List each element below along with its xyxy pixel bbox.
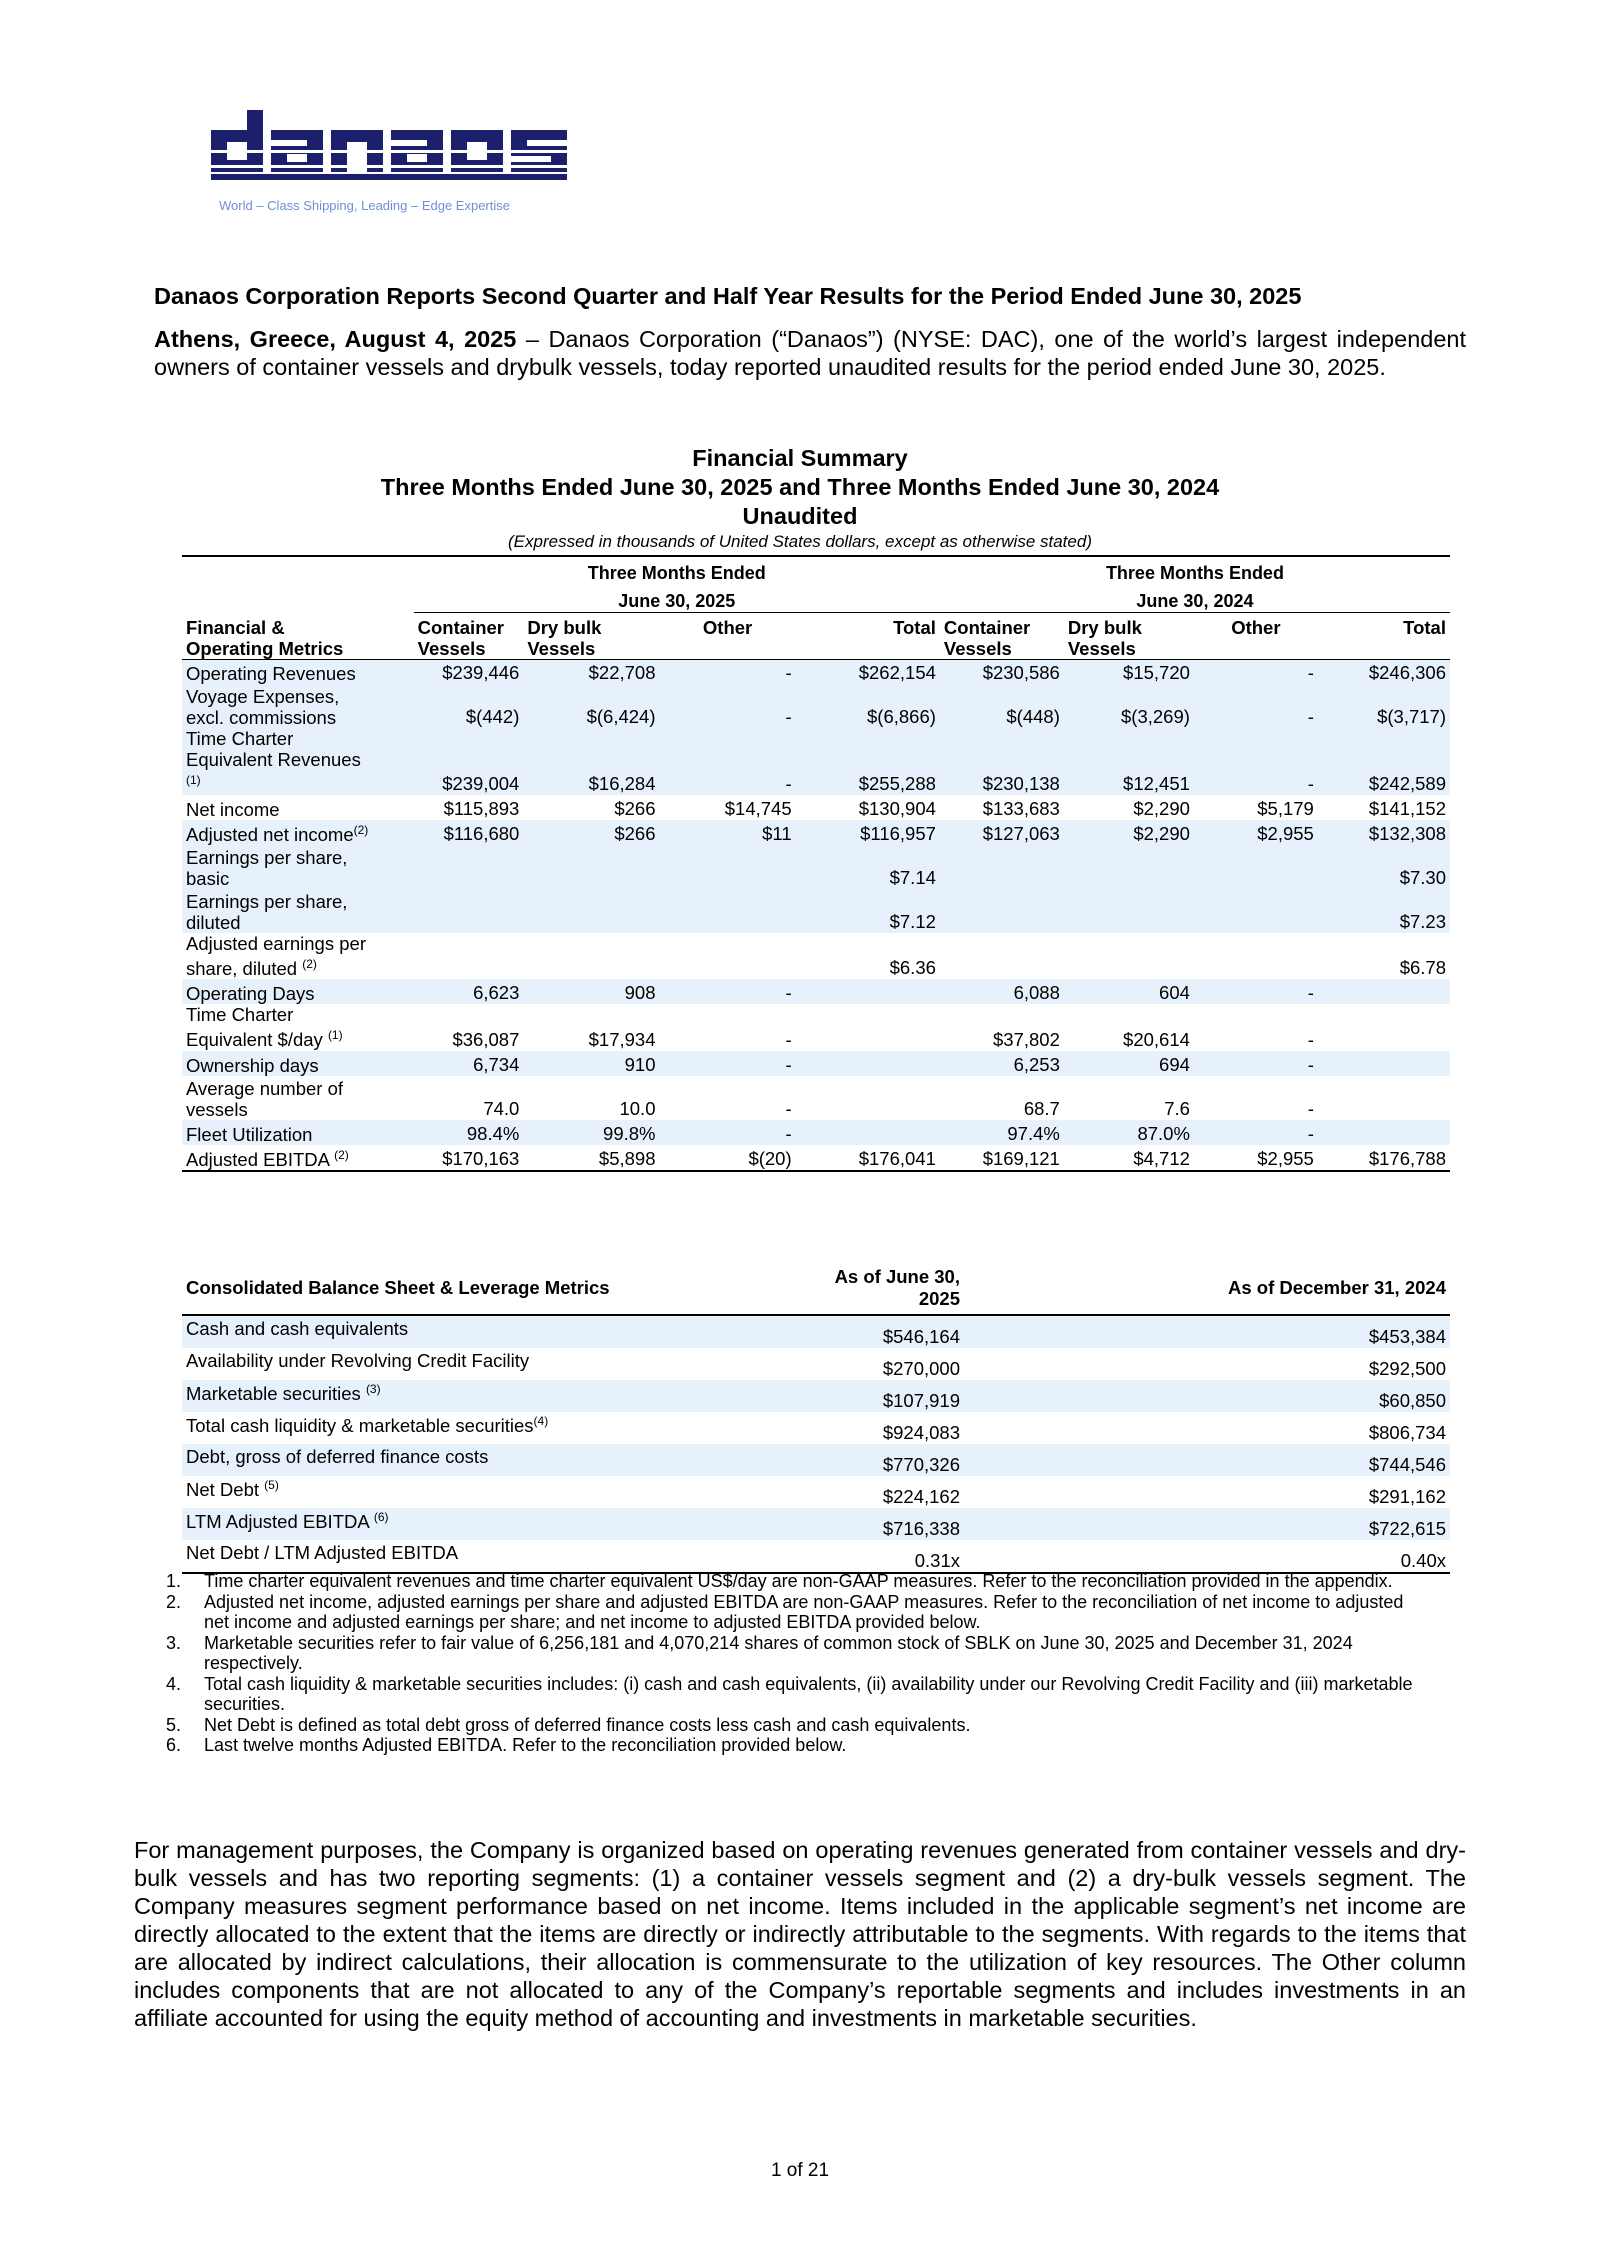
row-label <box>182 1076 414 1120</box>
row-label <box>182 1145 414 1171</box>
period-label-2025: Three Months Ended <box>587 563 766 583</box>
header-line: Vessels <box>527 637 596 659</box>
row-label-text: Availability under Revolving Credit Facility <box>186 1350 530 1371</box>
table-cell <box>1064 889 1194 933</box>
row-label-line: Time Charter <box>186 728 294 749</box>
table-cell: $141,152 <box>1368 798 1446 820</box>
table-cell: $130,904 <box>858 798 936 820</box>
danaos-wordmark <box>207 110 577 192</box>
row-label <box>182 1444 802 1476</box>
table-row <box>182 1120 1450 1145</box>
row-label-text: LTM Adjusted EBITDA <box>186 1511 374 1533</box>
table-row <box>182 728 1450 795</box>
table-cell: $22,708 <box>523 659 659 684</box>
table-cell: $176,788 <box>1318 1145 1450 1171</box>
table-cell: $14,745 <box>724 798 792 820</box>
financial-summary-table <box>182 555 1450 1172</box>
footnote-ref: (2) <box>353 823 369 838</box>
value-2025: $546,164 <box>802 1315 964 1348</box>
table-cell: 7.6 <box>1164 1097 1190 1119</box>
table-cell: 10.0 <box>619 1097 656 1119</box>
table-row <box>182 1476 1450 1508</box>
value-2025: 0.31x <box>802 1540 964 1573</box>
table-row <box>182 845 1450 889</box>
col-drybulk-header <box>1064 612 1194 659</box>
press-release-title: Danaos Corporation Reports Second Quarter and Half Year Results for the Period Ended June 30, 2025 <box>154 283 1302 309</box>
col-drybulk-header <box>523 612 659 659</box>
row-label-line: Operating Days <box>186 983 315 1005</box>
row-label <box>182 1540 802 1573</box>
table-row <box>182 1051 1450 1076</box>
table-cell: - <box>1194 684 1318 728</box>
footnote-ref: (1) <box>186 773 201 787</box>
table-cell: $176,041 <box>796 1145 940 1171</box>
table-cell <box>414 845 524 889</box>
col-metric-header <box>182 612 414 659</box>
row-label-line: Equivalent Revenues <box>186 749 361 770</box>
table-cell: $246,306 <box>1318 659 1450 684</box>
value-2024: $722,615 <box>964 1508 1450 1540</box>
table-row <box>182 684 1450 728</box>
footnote-text: Last twelve months Adjusted EBITDA. Refer to the reconciliation provided below. <box>204 1735 847 1755</box>
table-cell: - <box>660 684 796 728</box>
header-line: Vessels <box>417 637 486 659</box>
table-cell: - <box>660 659 796 684</box>
table-cell: $12,451 <box>1064 728 1194 795</box>
table-cell: $7.12 <box>796 889 940 933</box>
table-cell: 97.4% <box>940 1120 1064 1145</box>
intro-text: – Danaos Corporation (“Danaos”) (NYSE: DAC), one of the world’s largest independent owners of container vessels and drybulk vessels, today reported unaudited results for the period ended June 30, 2025. <box>154 326 1467 380</box>
table-cell: 6,088 <box>940 979 1064 1004</box>
row-label <box>182 845 414 889</box>
header-line: Dry bulk <box>527 616 602 638</box>
footnote-item <box>166 1715 1428 1736</box>
table-cell <box>1194 889 1318 933</box>
table-cell: - <box>1194 1120 1318 1145</box>
footnote-item <box>166 1674 1428 1715</box>
value-2024: 0.40x <box>964 1540 1450 1573</box>
table-cell <box>1318 1051 1450 1076</box>
row-label-line: basic <box>186 868 230 890</box>
table-cell: 99.8% <box>523 1120 659 1145</box>
row-label-line: Time Charter <box>186 1004 294 1026</box>
footnotes <box>166 1571 1428 1756</box>
table-cell: $169,121 <box>940 1145 1064 1171</box>
summary-subtitle: Three Months Ended June 30, 2025 and Three Months Ended June 30, 2024 <box>380 474 1220 500</box>
table-cell: $(3,717) <box>1318 684 1450 728</box>
footnote-item <box>166 1633 1428 1674</box>
table-cell <box>660 933 796 979</box>
table-cell: - <box>660 979 796 1004</box>
footnote-ref: (3) <box>365 1382 381 1396</box>
table-cell: - <box>785 1097 792 1119</box>
table-cell <box>414 889 524 933</box>
row-label <box>182 820 414 845</box>
table-cell <box>1318 1076 1450 1120</box>
row-label-line: share, diluted <box>186 958 303 980</box>
value-2024: $744,546 <box>964 1444 1450 1476</box>
period-label-2024: Three Months Ended <box>1105 563 1284 583</box>
header-line: Financial & <box>186 616 285 638</box>
header-line: Container <box>417 616 504 638</box>
summary-title: Financial Summary <box>692 445 908 471</box>
table-cell: $255,288 <box>796 728 940 795</box>
row-label <box>182 1051 414 1076</box>
table-cell: 68.7 <box>1023 1097 1060 1119</box>
col-total-header: Total <box>796 612 940 659</box>
summary-note: (Expressed in thousands of United States dollars, except as otherwise stated) <box>508 532 1092 551</box>
value-2024: $291,162 <box>1368 1486 1446 1507</box>
row-label-line: Voyage Expenses, <box>186 686 340 707</box>
table-row <box>182 1540 1450 1573</box>
row-label-text: Net Debt <box>186 1479 265 1501</box>
table-cell: $132,308 <box>1318 820 1450 845</box>
row-label-line: Adjusted earnings per <box>186 933 366 955</box>
row-label <box>182 889 414 933</box>
value-2025: $716,338 <box>802 1508 964 1540</box>
footnote-text: Net Debt is defined as total debt gross of deferred finance costs less cash and cash equivalents. <box>204 1714 971 1735</box>
table-row <box>182 795 1450 820</box>
table-cell: $7.14 <box>796 845 940 889</box>
footnote-number: 5. <box>166 1714 182 1735</box>
row-label-line: Operating Revenues <box>186 663 356 684</box>
table-cell: $11 <box>660 820 796 845</box>
table-cell <box>1194 933 1318 979</box>
table-cell: $5,179 <box>1257 798 1314 820</box>
table-cell: - <box>1194 979 1318 1004</box>
footnote-ref: (5) <box>264 1478 279 1492</box>
balance-body <box>182 1315 1450 1573</box>
value-2024: $806,734 <box>1368 1422 1446 1443</box>
row-label-line: Equivalent $/day <box>186 1029 328 1051</box>
table-cell: $242,589 <box>1318 728 1450 795</box>
table-cell: 6,734 <box>414 1051 524 1076</box>
row-label <box>182 659 414 684</box>
value-2024: $60,850 <box>964 1380 1450 1412</box>
value-2025: $224,162 <box>882 1486 960 1507</box>
table-cell: $239,446 <box>414 659 524 684</box>
table-cell: - <box>1194 659 1318 684</box>
table-cell: $6.36 <box>889 957 936 979</box>
footnote-ref: (1) <box>327 1028 343 1043</box>
summary-status: Unaudited <box>742 503 858 529</box>
table-row <box>182 1380 1450 1412</box>
table-cell: $127,063 <box>940 820 1064 845</box>
table-cell: $37,802 <box>992 1028 1060 1050</box>
header-line: Vessels <box>1067 637 1136 659</box>
footnote-item <box>166 1735 1428 1756</box>
footnote-number: 2. <box>166 1591 182 1612</box>
footnote-ref: (2) <box>334 1147 349 1162</box>
table-cell: $36,087 <box>452 1028 520 1050</box>
table-cell: $(20) <box>660 1145 796 1171</box>
table-cell <box>414 933 524 979</box>
row-label <box>182 1380 802 1412</box>
table-row <box>182 979 1450 1004</box>
value-2025: $107,919 <box>802 1380 964 1412</box>
header-line: Dry bulk <box>1067 616 1142 638</box>
table-cell: $5,898 <box>523 1145 659 1171</box>
table-cell: $116,957 <box>796 820 940 845</box>
table-cell <box>1194 845 1318 889</box>
table-cell <box>796 1076 940 1120</box>
footnote-number: 1. <box>166 1571 182 1591</box>
summary-body <box>182 659 1450 1171</box>
balance-col-2025: As of June 30, 2025 <box>802 1262 964 1315</box>
footnote-item <box>166 1571 1428 1592</box>
table-cell <box>523 889 659 933</box>
row-label <box>182 684 414 728</box>
row-label-text: Net Debt / LTM Adjusted EBITDA <box>186 1542 459 1563</box>
table-cell: $(448) <box>940 684 1064 728</box>
table-row <box>182 659 1450 684</box>
table-cell: - <box>1307 1097 1314 1119</box>
col-other-header: Other <box>1194 612 1318 659</box>
table-cell: - <box>1194 1051 1318 1076</box>
table-cell: - <box>660 1051 796 1076</box>
table-cell: $20,614 <box>1123 1028 1190 1050</box>
table-cell: 910 <box>523 1051 659 1076</box>
footnote-number: 4. <box>166 1673 182 1694</box>
row-label <box>182 1476 802 1508</box>
table-cell <box>1318 1120 1450 1145</box>
table-cell <box>660 845 796 889</box>
row-label-text: Total cash liquidity & marketable securities <box>186 1415 534 1437</box>
table-cell: $(6,424) <box>523 684 659 728</box>
table-cell <box>796 1004 940 1050</box>
table-cell: $(6,866) <box>796 684 940 728</box>
table-cell <box>1064 845 1194 889</box>
value-2025: $770,326 <box>802 1444 964 1476</box>
table-cell: $2,955 <box>1194 1145 1318 1171</box>
table-cell: $16,284 <box>523 728 659 795</box>
logo-tagline: World – Class Shipping, Leading – Edge Expertise <box>219 198 510 213</box>
row-label-line: excl. commissions <box>186 707 337 728</box>
table-cell <box>1318 1004 1450 1050</box>
table-cell: $15,720 <box>1064 659 1194 684</box>
table-cell: $230,138 <box>940 728 1064 795</box>
table-cell: $7.30 <box>1318 845 1450 889</box>
table-cell: $(3,269) <box>1064 684 1194 728</box>
row-label-line: Earnings per share, <box>186 891 348 913</box>
table-cell: $116,680 <box>414 820 524 845</box>
table-cell: 6,253 <box>940 1051 1064 1076</box>
row-label-text: Cash and cash equivalents <box>186 1318 409 1339</box>
management-paragraph: For management purposes, the Company is organized based on operating revenues generated from container vessels and dry-bulk vessels and has two reporting segments: (1) a container vessels segment and (2) a dry-bulk vessels segment. The Company measures segment performance based on net income. Items included in the applicable segment’s net income are directly allocated to the extent that the items are directly or indirectly attributable to the segments. With regards to the items that are allocated by indirect calculations, their allocation is commensurate to the utilization of key resources. The Other column includes components that are not allocated to any of the Company’s reportable segments and includes investments in an affiliate accounted for using the equity method of accounting and investments in marketable securities. <box>134 1837 1466 2031</box>
row-label <box>182 1508 802 1540</box>
value-2025: $924,083 <box>882 1422 960 1443</box>
table-cell: 604 <box>1064 979 1194 1004</box>
table-cell <box>796 979 940 1004</box>
header-line: Vessels <box>943 637 1012 659</box>
table-row <box>182 1076 1450 1120</box>
row-label <box>182 1315 802 1348</box>
row-label-line: Ownership days <box>186 1054 319 1076</box>
table-cell: 694 <box>1064 1051 1194 1076</box>
footnote-text: Marketable securities refer to fair value of 6,256,181 and 4,070,214 shares of common stock of SBLK on June 30, 2025 and December 31, 2024 respectively. <box>204 1632 1353 1673</box>
table-cell: $133,683 <box>982 798 1060 820</box>
table-cell: $170,163 <box>414 1145 524 1171</box>
table-cell <box>1064 933 1194 979</box>
col-other-header: Other <box>660 612 796 659</box>
dateline: Athens, Greece, August 4, 2025 <box>154 326 517 352</box>
value-2024: $292,500 <box>1368 1358 1446 1379</box>
table-cell: 87.0% <box>1064 1120 1194 1145</box>
table-cell: $2,290 <box>1133 798 1190 820</box>
row-label-line: Fleet Utilization <box>186 1123 313 1145</box>
table-row <box>182 1145 1450 1171</box>
table-cell: $2,290 <box>1064 820 1194 845</box>
row-label <box>182 795 414 820</box>
row-label <box>182 1004 414 1050</box>
footnote-text: Total cash liquidity & marketable securities includes: (i) cash and cash equivalents, (ii) availability under our Revolving Credit Facility and (iii) marketable securities. <box>204 1673 1413 1714</box>
table-cell: $17,934 <box>588 1028 656 1050</box>
table-row <box>182 1348 1450 1380</box>
table-row <box>182 933 1450 979</box>
row-label-line: vessels <box>186 1098 248 1120</box>
col-container-header <box>414 612 524 659</box>
row-label-line: Adjusted EBITDA <box>186 1148 335 1170</box>
balance-col-2024: As of December 31, 2024 <box>964 1262 1450 1315</box>
table-cell: $2,955 <box>1194 820 1318 845</box>
row-label-line: Adjusted net income <box>186 824 354 846</box>
table-cell: $239,004 <box>414 728 524 795</box>
table-cell <box>523 845 659 889</box>
table-cell: $115,893 <box>443 798 520 820</box>
row-label <box>182 933 414 979</box>
footnote-ref: (6) <box>373 1510 389 1524</box>
footnote-ref: (2) <box>302 957 317 972</box>
table-cell: $266 <box>614 798 656 820</box>
intro-paragraph <box>154 325 1466 381</box>
footnote-text: Adjusted net income, adjusted earnings per share and adjusted EBITDA are non-GAAP measures. Refer to the reconciliation of net income to adjusted net income and adjusted earnings per share; and net income to adjusted EBITDA provided below. <box>204 1591 1404 1632</box>
table-cell: - <box>1194 728 1318 795</box>
table-cell: 98.4% <box>414 1120 524 1145</box>
table-cell: - <box>785 1028 792 1050</box>
table-row <box>182 1444 1450 1476</box>
value-2025: $270,000 <box>882 1358 960 1379</box>
footnote-item <box>166 1592 1428 1633</box>
row-label-line: Earnings per share, <box>186 847 348 869</box>
row-label <box>182 1412 802 1444</box>
row-label <box>182 728 414 795</box>
table-cell: $230,586 <box>940 659 1064 684</box>
table-row <box>182 820 1450 845</box>
value-2024: $453,384 <box>964 1315 1450 1348</box>
row-label <box>182 979 414 1004</box>
table-cell: 908 <box>523 979 659 1004</box>
page-number: 1 of 21 <box>770 2160 830 2181</box>
row-label <box>182 1348 802 1380</box>
table-cell <box>796 1120 940 1145</box>
table-row <box>182 1004 1450 1050</box>
footnote-number: 6. <box>166 1735 182 1755</box>
table-cell: $4,712 <box>1064 1145 1194 1171</box>
table-cell <box>523 933 659 979</box>
table-cell <box>940 889 1064 933</box>
table-cell: $262,154 <box>796 659 940 684</box>
header-line: Operating Metrics <box>186 637 344 659</box>
table-cell <box>940 933 1064 979</box>
balance-sheet-table <box>182 1262 1450 1574</box>
table-cell <box>1318 979 1450 1004</box>
row-label-line: diluted <box>186 912 241 934</box>
row-label-text: Marketable securities <box>186 1383 366 1405</box>
table-cell: $(442) <box>414 684 524 728</box>
header-line: Container <box>943 616 1031 638</box>
row-label-line: Average number of <box>186 1077 344 1099</box>
table-cell <box>796 1051 940 1076</box>
column-headers <box>182 612 1450 659</box>
balance-col-metric: Consolidated Balance Sheet & Leverage Metrics <box>182 1262 802 1315</box>
row-label-line: Net income <box>186 799 280 821</box>
period-2024: June 30, 2024 <box>940 584 1450 612</box>
company-logo <box>207 110 577 213</box>
table-cell: - <box>660 1120 796 1145</box>
table-cell <box>940 845 1064 889</box>
period-2025: June 30, 2025 <box>414 584 940 612</box>
table-cell: 6,623 <box>414 979 524 1004</box>
row-label <box>182 1120 414 1145</box>
col-container-header <box>940 612 1064 659</box>
table-cell: $7.23 <box>1318 889 1450 933</box>
table-cell: 74.0 <box>483 1097 520 1119</box>
footnote-ref: (4) <box>533 1414 549 1428</box>
table-row <box>182 1412 1450 1444</box>
col-total-header: Total <box>1318 612 1450 659</box>
table-cell: - <box>1307 1028 1314 1050</box>
table-cell: $6.78 <box>1399 957 1446 979</box>
footnote-number: 3. <box>166 1632 182 1653</box>
table-cell: $266 <box>523 820 659 845</box>
table-row <box>182 1508 1450 1540</box>
footnote-text: Time charter equivalent revenues and time charter equivalent US$/day are non-GAAP measures. Refer to the reconciliation provided in the appendix. <box>204 1571 1393 1591</box>
table-cell <box>660 889 796 933</box>
table-row <box>182 1315 1450 1348</box>
table-row <box>182 889 1450 933</box>
row-label-text: Debt, gross of deferred finance costs <box>186 1446 489 1467</box>
table-cell: - <box>660 728 796 795</box>
